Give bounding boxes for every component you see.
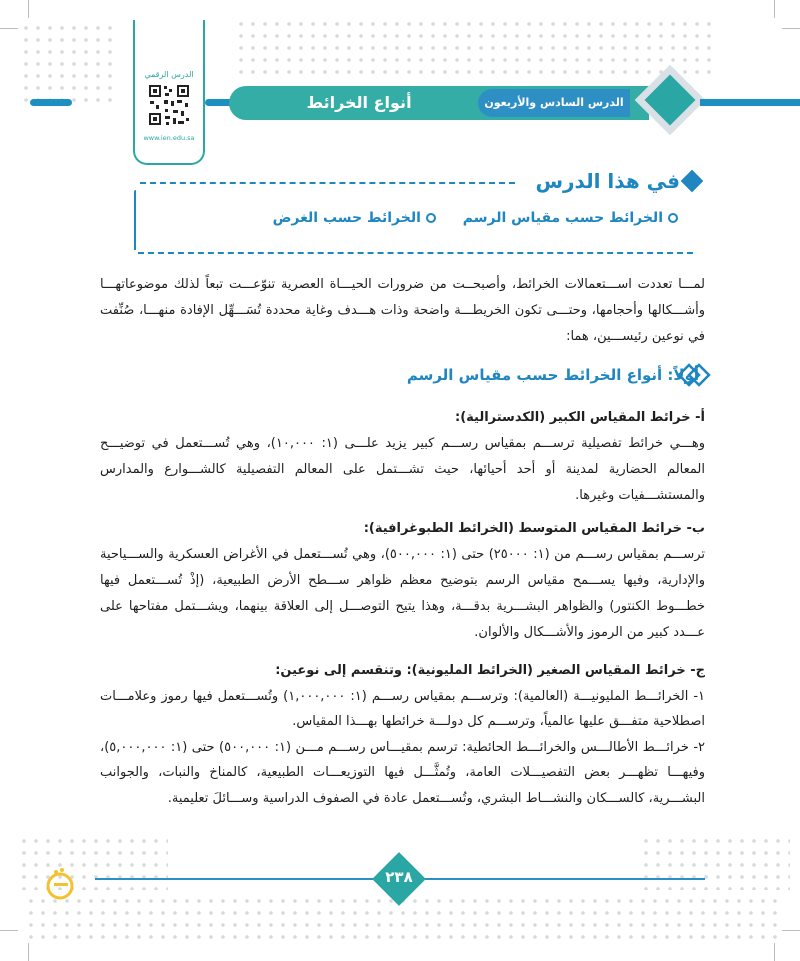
small-scale-maps-block — [100, 658, 705, 811]
crop-mark — [0, 930, 18, 931]
digital-lesson-label: الدرس الرقمي — [144, 70, 194, 79]
qr-code-icon[interactable] — [147, 83, 191, 127]
header-left-rule — [30, 99, 72, 106]
large-scale-heading: أ- خرائط المقياس الكبير (الكدسترالية): — [455, 410, 705, 425]
dashed-frame-left — [134, 190, 136, 250]
header-right-rule — [700, 99, 800, 106]
medium-scale-maps-block — [100, 516, 705, 646]
lesson-number-tag: الدرس السادس والأربعون — [478, 89, 630, 117]
dashed-frame-top — [140, 182, 515, 184]
digital-lesson-card[interactable] — [133, 20, 205, 165]
digital-lesson-url[interactable]: www.ien.edu.sa — [143, 134, 195, 142]
small-scale-item-1: ١- الخرائـــط المليونيـــة (العالمية): وترســـم بمقياس رســـم (١: ١,٠٠٠,٠٠٠) وتُســـتعمل فيها رموز وعلامـــات اصطلاحية متفـــق عليها عالمياً، وترســـم كل دولـــة خرائطها بهـــذا المقياس. — [100, 688, 705, 729]
large-scale-maps-block — [100, 405, 705, 509]
lesson-title: أنواع الخرائط — [306, 93, 412, 112]
medium-scale-heading: ب- خرائط المقياس المتوسط (الخرائط الطبوغرافية): — [363, 521, 705, 536]
publisher-logo-icon — [42, 866, 78, 902]
lesson-topic-item: الخرائط حسب الغرض — [273, 210, 436, 226]
crop-mark — [28, 0, 29, 18]
crop-mark — [28, 943, 29, 961]
in-lesson-heading: في هذا الدرس — [535, 169, 680, 193]
crop-mark — [0, 28, 18, 29]
large-scale-text: وهـــي خرائط تفصيلية ترســـم بمقياس رســـم كبير يزيد علـــى (١: ١٠,٠٠٠)، وهي تُســـتعمل في توضيـــح المعالم الحضارية لمدينة أو أحد أحيائها، حيث تشـــتمل على المعالم التفصيلية كالشـــوارع والمدارس والمستشـــفيات وغيرها. — [100, 436, 705, 503]
page-number: ٢٣٨ — [385, 868, 413, 886]
crop-mark — [774, 943, 775, 961]
dot-pattern-top-left — [20, 22, 120, 102]
dot-pattern-bottom-left — [18, 835, 168, 890]
small-scale-heading: ج- خرائط المقياس الصغير (الخرائط المليونية): وتنقسم إلى نوعين: — [275, 663, 705, 678]
intro-paragraph: لمـــا تعددت اســـتعمالات الخرائط، وأصبحــت من ضرورات الحيـــاة العصرية تنوّعـــت تبعاً لذلك موضوعاتهـــا وأشـــكالها وأحجامها، وحتـــى تكون الخريطـــة واضحة وذات هـــدف وغاية محددة تُسَـــهِّل الإفادة منهـــا، صُنِّفت في نوعين رئيســـين، هما: — [100, 277, 705, 344]
bullet-ring-icon — [426, 213, 436, 223]
lesson-topic-item: الخرائط حسب مقياس الرسم — [463, 210, 678, 226]
crop-mark — [782, 930, 800, 931]
section-title: أولاً: أنواع الخرائط حسب مقياس الرسم — [406, 366, 699, 384]
dot-pattern-bottom — [25, 895, 780, 945]
lesson-topics-list — [251, 210, 678, 226]
small-scale-item-2: ٢- خرائـــط الأطالـــس والخرائـــط الحائطية: ترسم بمقيـــاس رســـم مـــن (١: ٥٠٠,٠٠٠) حتى (١: ٥,٠٠٠,٠٠٠)، وفيهـــا تظهـــر بعض التفصيـــلات العامة، وتُمثَّـــل فيها التوزيعـــات الطبيعية، كالمناخ والنبات، والجوانب البشـــرية، كالســـكان والنشـــاط البشري، وتُســـتعمل عادة في الصفوف الدراسية وســـائلَ تعليمية. — [100, 739, 706, 806]
crop-mark — [774, 0, 775, 18]
section-diamond-icon — [681, 170, 704, 193]
medium-scale-text: ترســـم بمقياس رســـم من (١: ٢٥٠٠٠) حتى (١: ٥٠٠,٠٠٠)، وهي تُســـتعمل في الأغراض العسكرية والســـياحية والإدارية، وفيها يســـمح مقياس الرسم بتوضيح معظم ظواهر ســـطح الأرض الطبيعية، (إذْ تُســـتعمل فيها خطـــوط الكنتور) والظواهر البشـــرية بدقـــة، وهذا يتيح التوصـــل إلى العلاقة بينهما، ويشـــتمل مفتاحها على عـــدد كبير من الرموز والأشـــكال والألوان. — [100, 547, 706, 640]
footer-rule-right — [420, 878, 705, 880]
crop-mark — [782, 28, 800, 29]
footer-rule-left — [95, 878, 380, 880]
dashed-frame-bottom — [138, 252, 693, 254]
dot-pattern-top-right — [235, 18, 715, 78]
dot-pattern-bottom-right — [640, 835, 790, 890]
bullet-ring-icon — [668, 213, 678, 223]
